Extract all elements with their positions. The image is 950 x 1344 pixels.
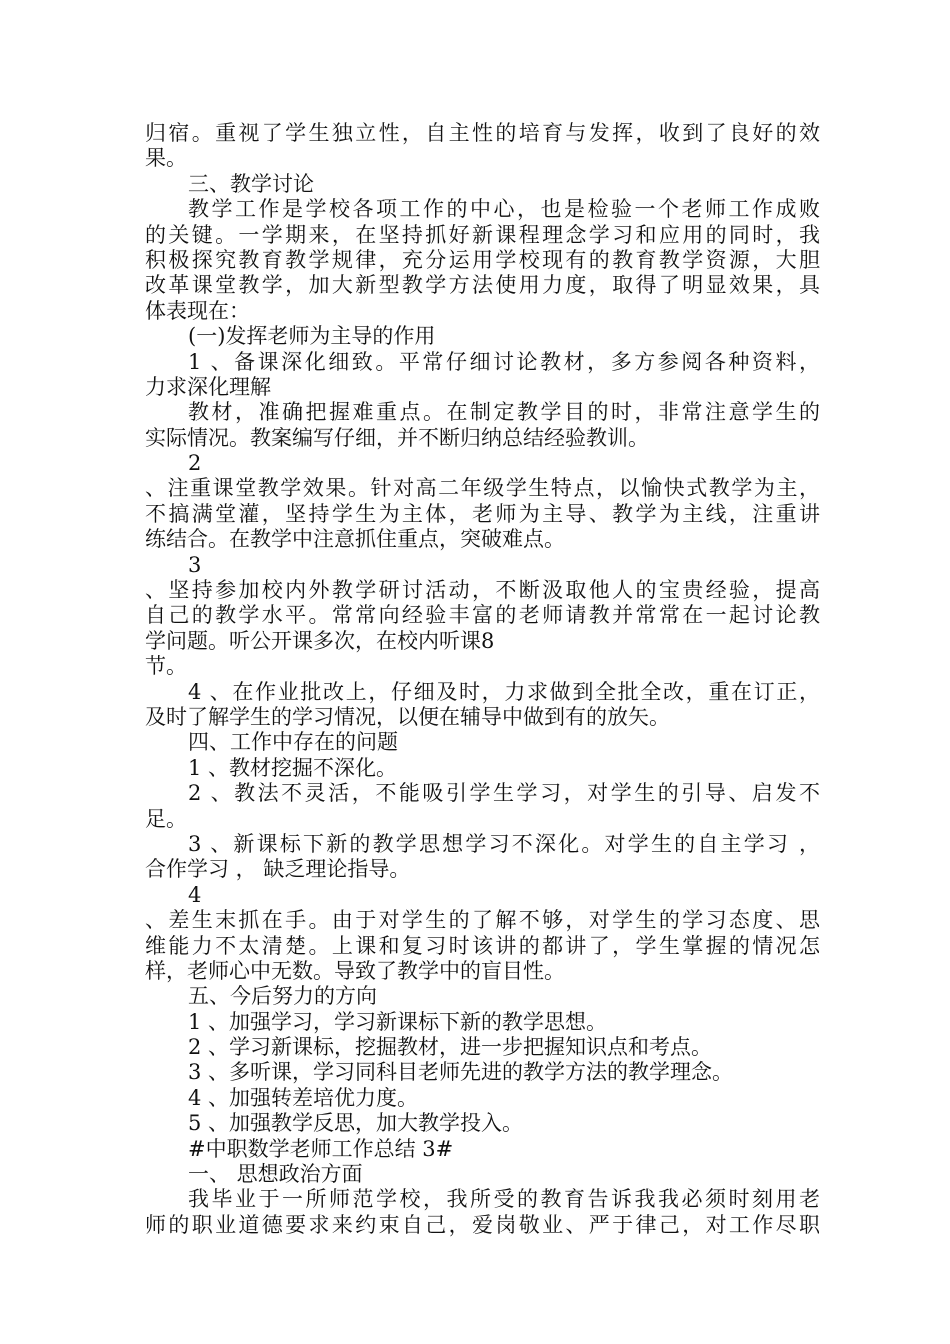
text-line: 学问题。听公开课多次，在校内听课8 <box>145 628 495 653</box>
document-body <box>145 121 820 1238</box>
section-heading: 五、今后努力的方向 <box>188 984 377 1009</box>
text-line: 及时了解学生的学习情况，以便在辅导中做到有的放矢。 <box>145 704 670 729</box>
document-title-tag: #中职数学老师工作总结 3# <box>188 1136 454 1161</box>
list-item: 2 、学习新课标，挖掘教材，进一步把握知识点和考点。 <box>188 1035 713 1060</box>
subsection-heading: (一)发挥老师为主导的作用 <box>188 324 436 349</box>
list-number: 4 <box>188 882 202 907</box>
text-line: 自己的教学水平。常常向经验丰富的老师请教并常常在一起讨论教 <box>145 603 820 628</box>
text-line: 力求深化理解 <box>145 374 271 399</box>
text-line: 、差生末抓在手。由于对学生的了解不够，对学生的学习态度、思 <box>145 908 820 933</box>
text-line: 的关键。一学期来，在坚持抓好新课程理念学习和应用的同时，我 <box>145 222 820 247</box>
text-line: 、坚持参加校内外教学研讨活动，不断汲取他人的宝贵经验，提高 <box>145 578 820 603</box>
text-line: 改革课堂教学，加大新型教学方法使用力度，取得了明显效果，具 <box>145 273 820 298</box>
text-line: 足。 <box>145 806 187 831</box>
text-line: 1 、备课深化细致。平常仔细讨论教材，多方参阅各种资料， <box>188 349 820 374</box>
text-line: 实际情况。教案编写仔细，并不断归纳总结经验教训。 <box>145 425 649 450</box>
text-line: 教学工作是学校各项工作的中心，也是检验一个老师工作成败 <box>188 197 820 222</box>
text-line: 我毕业于一所师范学校，我所受的教育告诉我我必须时刻用老 <box>188 1187 820 1212</box>
text-line: 节。 <box>145 654 187 679</box>
text-line: 教材，准确把握难重点。在制定教学目的时，非常注意学生的 <box>188 400 820 425</box>
list-item: 5 、加强教学反思，加大教学投入。 <box>188 1111 524 1136</box>
text-line: 果。 <box>145 146 187 171</box>
text-line: 积极探究教育教学规律，充分运用学校现有的教育教学资源，大胆 <box>145 247 820 272</box>
list-item: 2 、教法不灵活，不能吸引学生学习，对学生的引导、启发不 <box>188 781 820 806</box>
text-line: 师的职业道德要求来约束自己，爱岗敬业、严于律己，对工作尽职 <box>145 1212 820 1237</box>
list-item: 1 、加强学习，学习新课标下新的教学思想。 <box>188 1009 608 1034</box>
text-line: 维能力不太清楚。上课和复习时该讲的都讲了，学生掌握的情况怎 <box>145 933 820 958</box>
list-item: 1 、教材挖掘不深化。 <box>188 755 398 780</box>
section-heading: 一、 思想政治方面 <box>188 1162 363 1187</box>
text-line: 、注重课堂教学效果。针对高二年级学生特点，以愉快式教学为主， <box>145 476 820 501</box>
list-number: 2 <box>188 451 202 476</box>
list-item: 3 、多听课，学习同科目老师先进的教学方法的教学理念。 <box>188 1060 734 1085</box>
text-line: 样，老师心中无数。导致了教学中的盲目性。 <box>145 958 565 983</box>
section-heading: 四、工作中存在的问题 <box>188 730 398 755</box>
list-number: 3 <box>188 552 202 577</box>
text-line: 归宿。重视了学生独立性，自主性的培育与发挥，收到了良好的效 <box>145 121 820 145</box>
text-line: 练结合。在教学中注意抓住重点，突破难点。 <box>145 527 565 552</box>
text-line: 体表现在： <box>145 298 250 323</box>
section-heading: 三、教学讨论 <box>188 171 314 196</box>
text-line: 不搞满堂灌，坚持学生为主体，老师为主导、教学为主线，注重讲 <box>145 501 820 526</box>
list-item: 4 、加强转差培优力度。 <box>188 1085 419 1110</box>
list-item: 3 、新课标下新的教学思想学习不深化。对学生的自主学习 ， <box>188 831 820 856</box>
text-line: 合作学习 ， 缺乏理论指导。 <box>145 857 411 882</box>
text-line: 4 、在作业批改上，仔细及时，力求做到全批全改，重在订正， <box>188 679 820 704</box>
